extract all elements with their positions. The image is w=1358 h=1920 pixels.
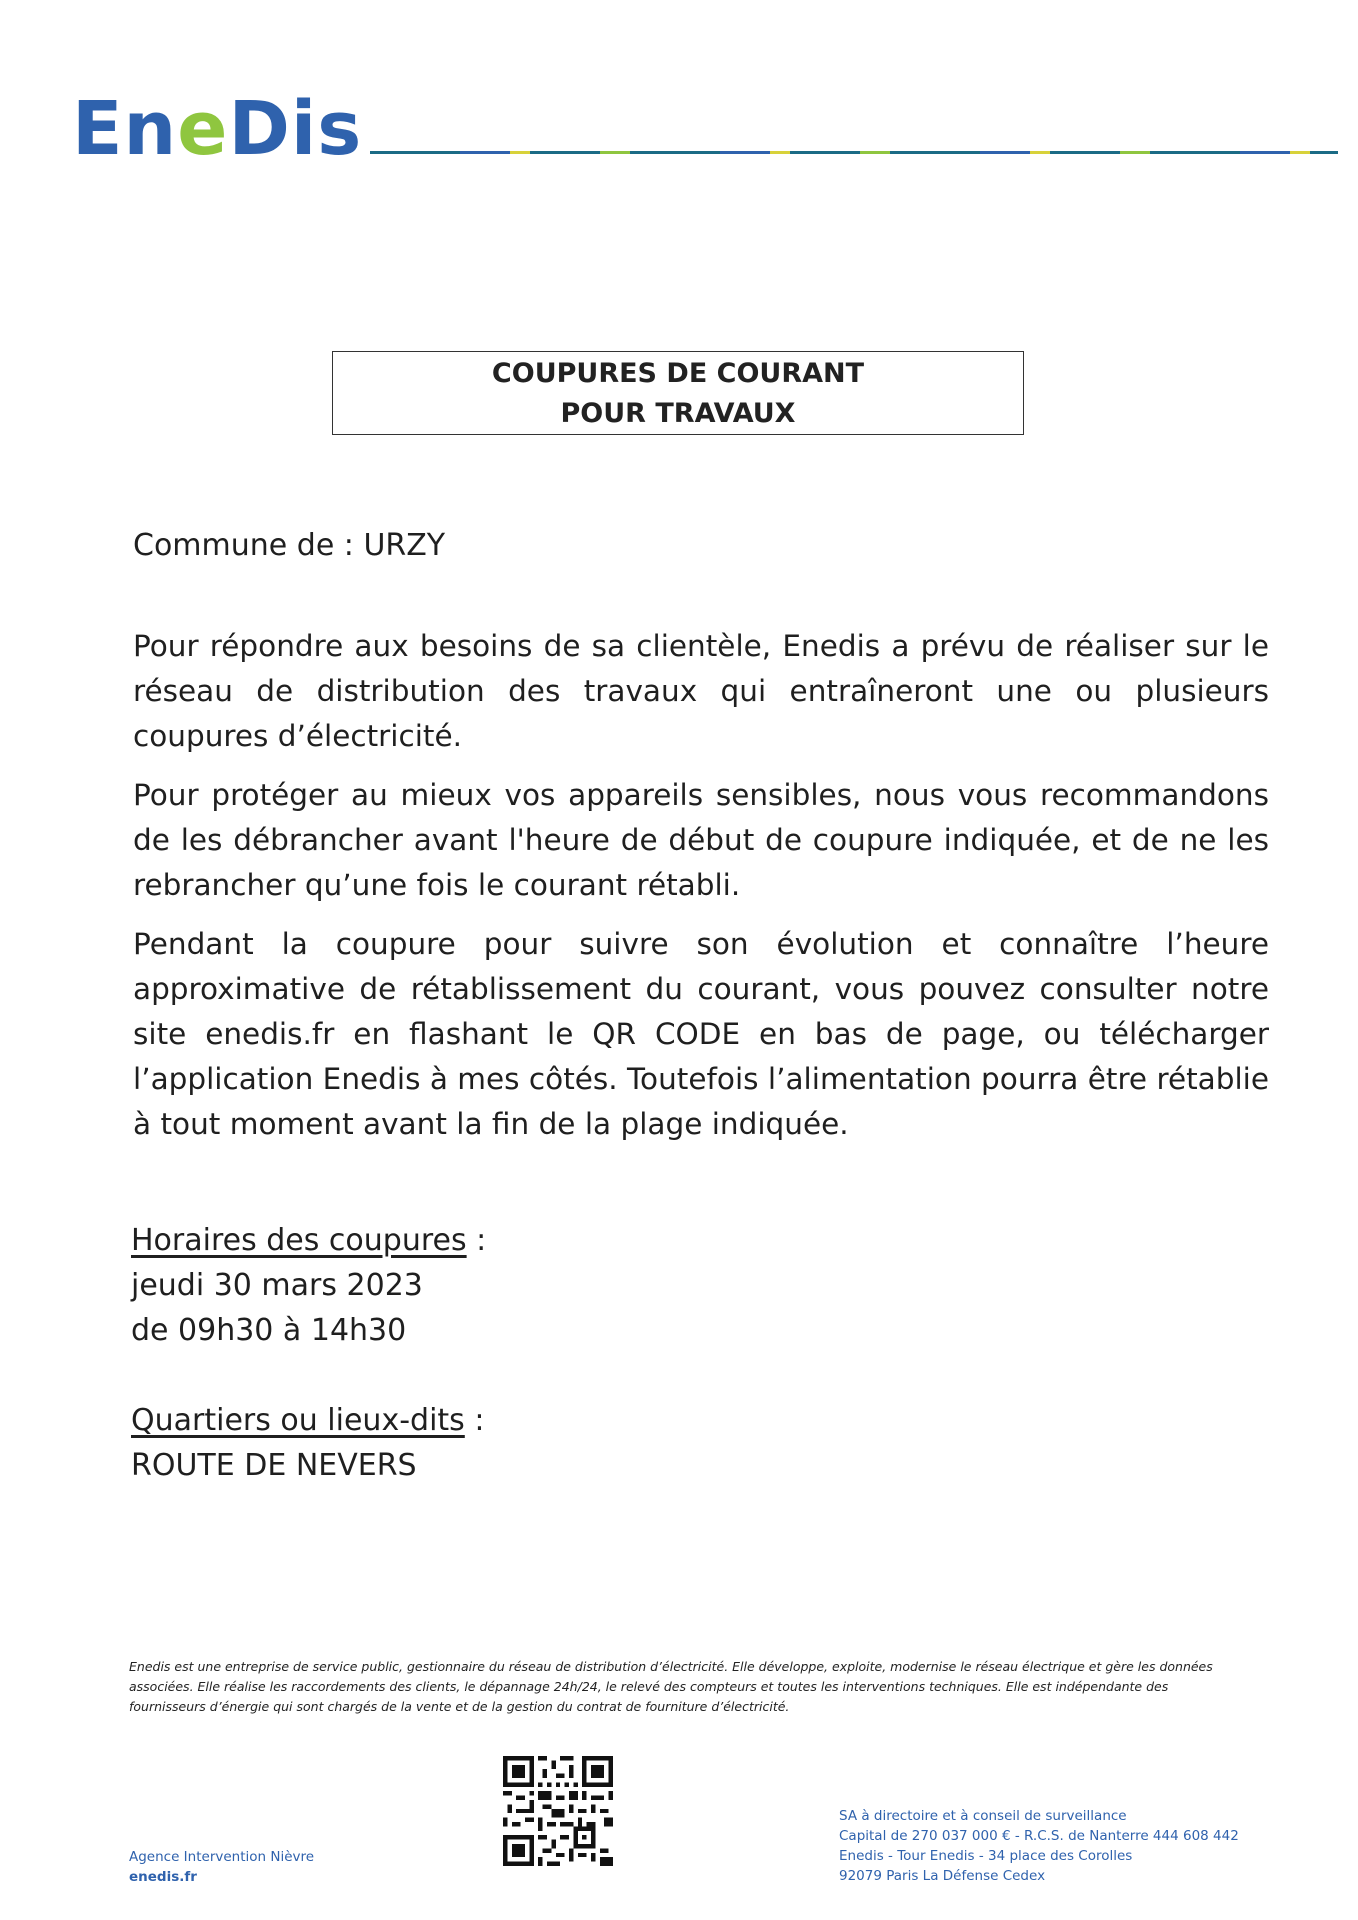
agency-name: Agence Intervention Nièvre xyxy=(129,1849,315,1865)
schedule-time: de 09h30 à 14h30 xyxy=(131,1313,407,1348)
logo-divider-line xyxy=(370,151,1338,154)
enedis-website-link[interactable]: enedis.fr xyxy=(129,1869,197,1885)
enedis-logo: EneDis xyxy=(72,86,363,172)
schedule-date: jeudi 30 mars 2023 xyxy=(131,1268,423,1303)
schedule-section: Horaires des coupures : jeudi 30 mars 2023 de 09h30 à 14h30 xyxy=(131,1218,486,1353)
paragraph-devices: Pour protéger au mieux vos appareils sensibles, nous vous recommandons de les débrancher avant l'heure de début de coupure indiquée, et de ne les rebrancher qu’une fois le courant rétabli. xyxy=(133,778,1269,902)
title-line-2: POUR TRAVAUX xyxy=(560,398,796,429)
paragraph-followup: Pendant la coupure pour suivre son évolution et connaître l’heure approximative de rétablissement du courant, vous pouvez consulter notre site enedis.fr en flashant le QR CODE en bas de page, ou télécharger l’application Enedis à mes côtés. Toutefois l’alimentation pourra être rétablie à tout moment avant la fin de la plage indiquée. xyxy=(133,927,1269,1141)
company-address-1: Enedis - Tour Enedis - 34 place des Corolles xyxy=(839,1848,1133,1864)
legal-notice: Enedis est une entreprise de service public, gestionnaire du réseau de distribution d’électricité. Elle développe, exploite, modernise le réseau électrique et gère les données associées. Elle réalise les raccordements des clients, le dépannage 24h/24, le relevé des compteurs et toutes les interventions techniques. Elle est indépendante des fournisseurs d’énergie qui sont chargés de la vente et de la gestion du contrat de fourniture d’électricité. xyxy=(129,1659,1213,1714)
title-line-1: COUPURES DE COURANT xyxy=(491,358,865,389)
places-section: Quartiers ou lieux-dits : ROUTE DE NEVERS xyxy=(131,1398,484,1488)
places-heading: Quartiers ou lieux-dits xyxy=(131,1403,465,1438)
commune-label: Commune de : URZY xyxy=(133,528,446,563)
company-capital: Capital de 270 037 000 € - R.C.S. de Nanterre 444 608 442 xyxy=(839,1828,1239,1844)
footer-company-info xyxy=(839,1806,1239,1886)
notice-title-box xyxy=(332,351,1024,435)
footer-agency xyxy=(129,1847,314,1887)
company-address-2: 92079 Paris La Défense Cedex xyxy=(839,1868,1046,1884)
places-value: ROUTE DE NEVERS xyxy=(131,1448,417,1483)
qr-code-icon[interactable] xyxy=(503,1756,613,1866)
paragraph-intro: Pour répondre aux besoins de sa clientèle, Enedis a prévu de réaliser sur le réseau de distribution des travaux qui entraîneront une ou plusieurs coupures d’électricité. xyxy=(133,629,1269,753)
company-status: SA à directoire et à conseil de surveillance xyxy=(839,1808,1127,1824)
schedule-heading: Horaires des coupures xyxy=(131,1223,467,1258)
